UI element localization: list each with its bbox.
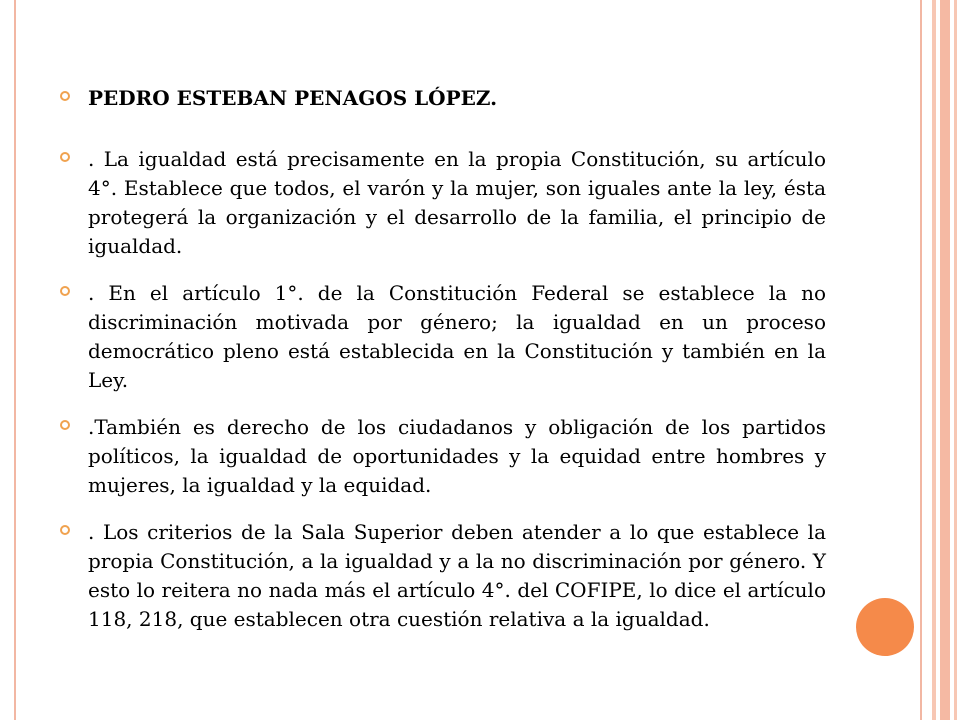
bullet-item [60, 413, 826, 500]
bullet-circle-icon [60, 525, 70, 535]
bullet-circle-icon [60, 420, 70, 430]
left-frame-line [14, 0, 16, 720]
bullet-text: .También es derecho de los ciudadanos y obligación de los partidos políticos, la igualdad de oportunidades y la equidad entre hombres y mujeres, la igualdad y la equidad. [88, 415, 826, 497]
slide-heading [60, 84, 826, 113]
right-decorative-bar [940, 0, 950, 720]
bullet-item [60, 279, 826, 395]
bullet-text: . En el artículo 1°. de la Constitución Federal se establece la no discriminación motivada por género; la igualdad en un proceso democrático pleno está establecida en la Constitución y también en la Ley. [88, 281, 826, 392]
orange-circle-decoration [856, 598, 914, 656]
right-frame-line [920, 0, 922, 720]
heading-text: PEDRO ESTEBAN PENAGOS LÓPEZ. [88, 86, 498, 110]
bullet-text: . La igualdad está precisamente en la propia Constitución, su artículo 4°. Establece que todos, el varón y la mujer, son iguales ante la ley, ésta protegerá la organización y el desarrollo de la familia, el principio de igualdad. [88, 147, 826, 258]
bullet-circle-icon [60, 91, 70, 101]
bullet-item [60, 518, 826, 634]
bullet-circle-icon [60, 152, 70, 162]
right-decorative-bar [954, 0, 957, 720]
slide-content [60, 84, 826, 652]
bullet-item [60, 145, 826, 261]
bullet-circle-icon [60, 286, 70, 296]
right-decorative-bar [932, 0, 936, 720]
bullet-text: . Los criterios de la Sala Superior deben atender a lo que establece la propia Constitución, a la igualdad y a la no discriminación por género. Y esto lo reitera no nada más el artículo 4°. del COFIPE, lo dice el artículo 118, 218, que establecen otra cuestión relativa a la igualdad. [88, 520, 826, 631]
